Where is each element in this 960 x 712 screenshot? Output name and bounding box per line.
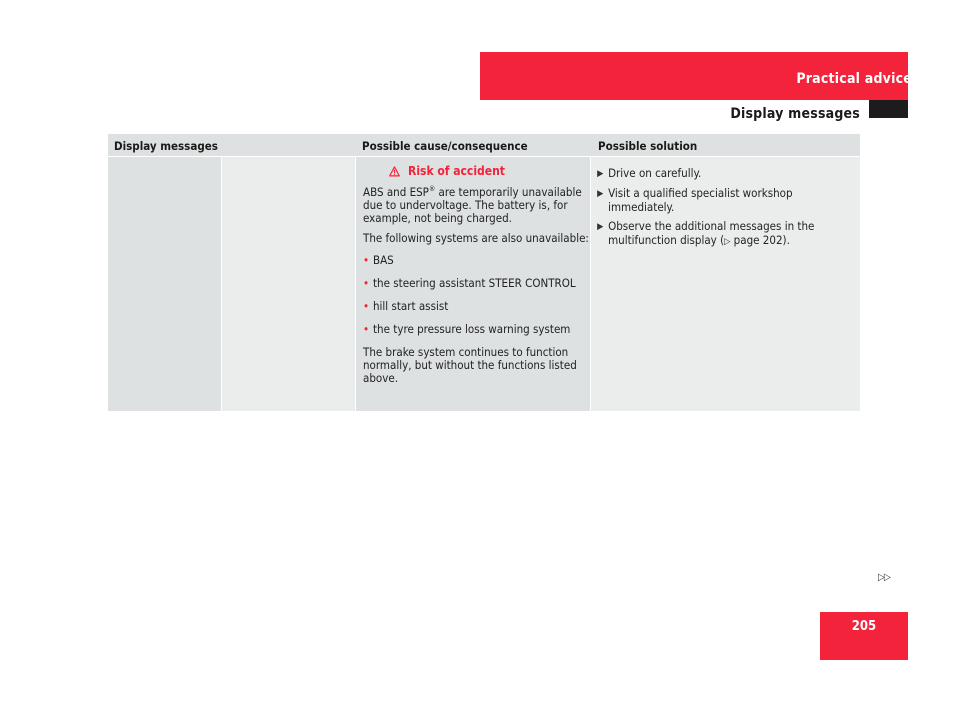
column-header-possible-cause: Possible cause/consequence <box>362 139 528 153</box>
list-item: • hill start assist <box>363 299 449 313</box>
bullet-icon: • <box>363 253 370 267</box>
registered-mark: ® <box>428 185 436 194</box>
page-reference-link[interactable]: page 202). <box>733 233 790 247</box>
solution-step: ▶ Drive on carefully. <box>597 166 702 180</box>
subsection-marker <box>869 100 908 118</box>
page-number: 205 <box>851 619 877 634</box>
column-header-possible-solution: Possible solution <box>598 139 698 153</box>
table-row <box>108 157 860 411</box>
list-item: • the steering assistant STEER CONTROL <box>363 276 576 290</box>
list-item: • BAS <box>363 253 394 267</box>
bullet-icon: • <box>363 299 370 313</box>
cause-paragraph-3: The brake system continues to function normally, but without the functions listed above. <box>363 345 577 385</box>
display-symbol-cell <box>108 157 221 411</box>
cause-paragraph-1: ABS and ESP® are temporarily unavailable due to undervoltage. The battery is, for example, not being charged. <box>363 185 582 225</box>
display-message-cell <box>222 157 355 411</box>
display-messages-table <box>108 134 860 411</box>
section-title: Practical advice <box>796 71 912 87</box>
column-header-display-messages: Display messages <box>114 139 218 153</box>
warning-title: Risk of accident <box>408 164 505 178</box>
subsection-title: Display messages <box>730 106 860 122</box>
list-item: • the tyre pressure loss warning system <box>363 322 571 336</box>
table-header-row <box>108 134 860 156</box>
cause-cell <box>356 157 590 411</box>
solution-cell <box>591 157 860 411</box>
continue-arrows-icon: ▷▷ <box>878 572 890 583</box>
solution-step: ▶ Observe the additional messages in the multifunction display (▷ page 202). <box>597 219 815 247</box>
bullet-icon: • <box>363 276 370 290</box>
bullet-icon: • <box>363 322 370 336</box>
solution-step: ▶ Visit a qualified specialist workshop immediately. <box>597 186 793 214</box>
cause-paragraph-2: The following systems are also unavailable: <box>363 231 589 245</box>
warning-heading <box>363 165 590 178</box>
step-arrow-icon: ▶ <box>597 189 604 199</box>
warning-triangle-icon <box>389 166 400 177</box>
step-arrow-icon: ▶ <box>597 169 604 179</box>
page-reference-icon: ▷ <box>724 237 731 247</box>
step-arrow-icon: ▶ <box>597 222 604 232</box>
